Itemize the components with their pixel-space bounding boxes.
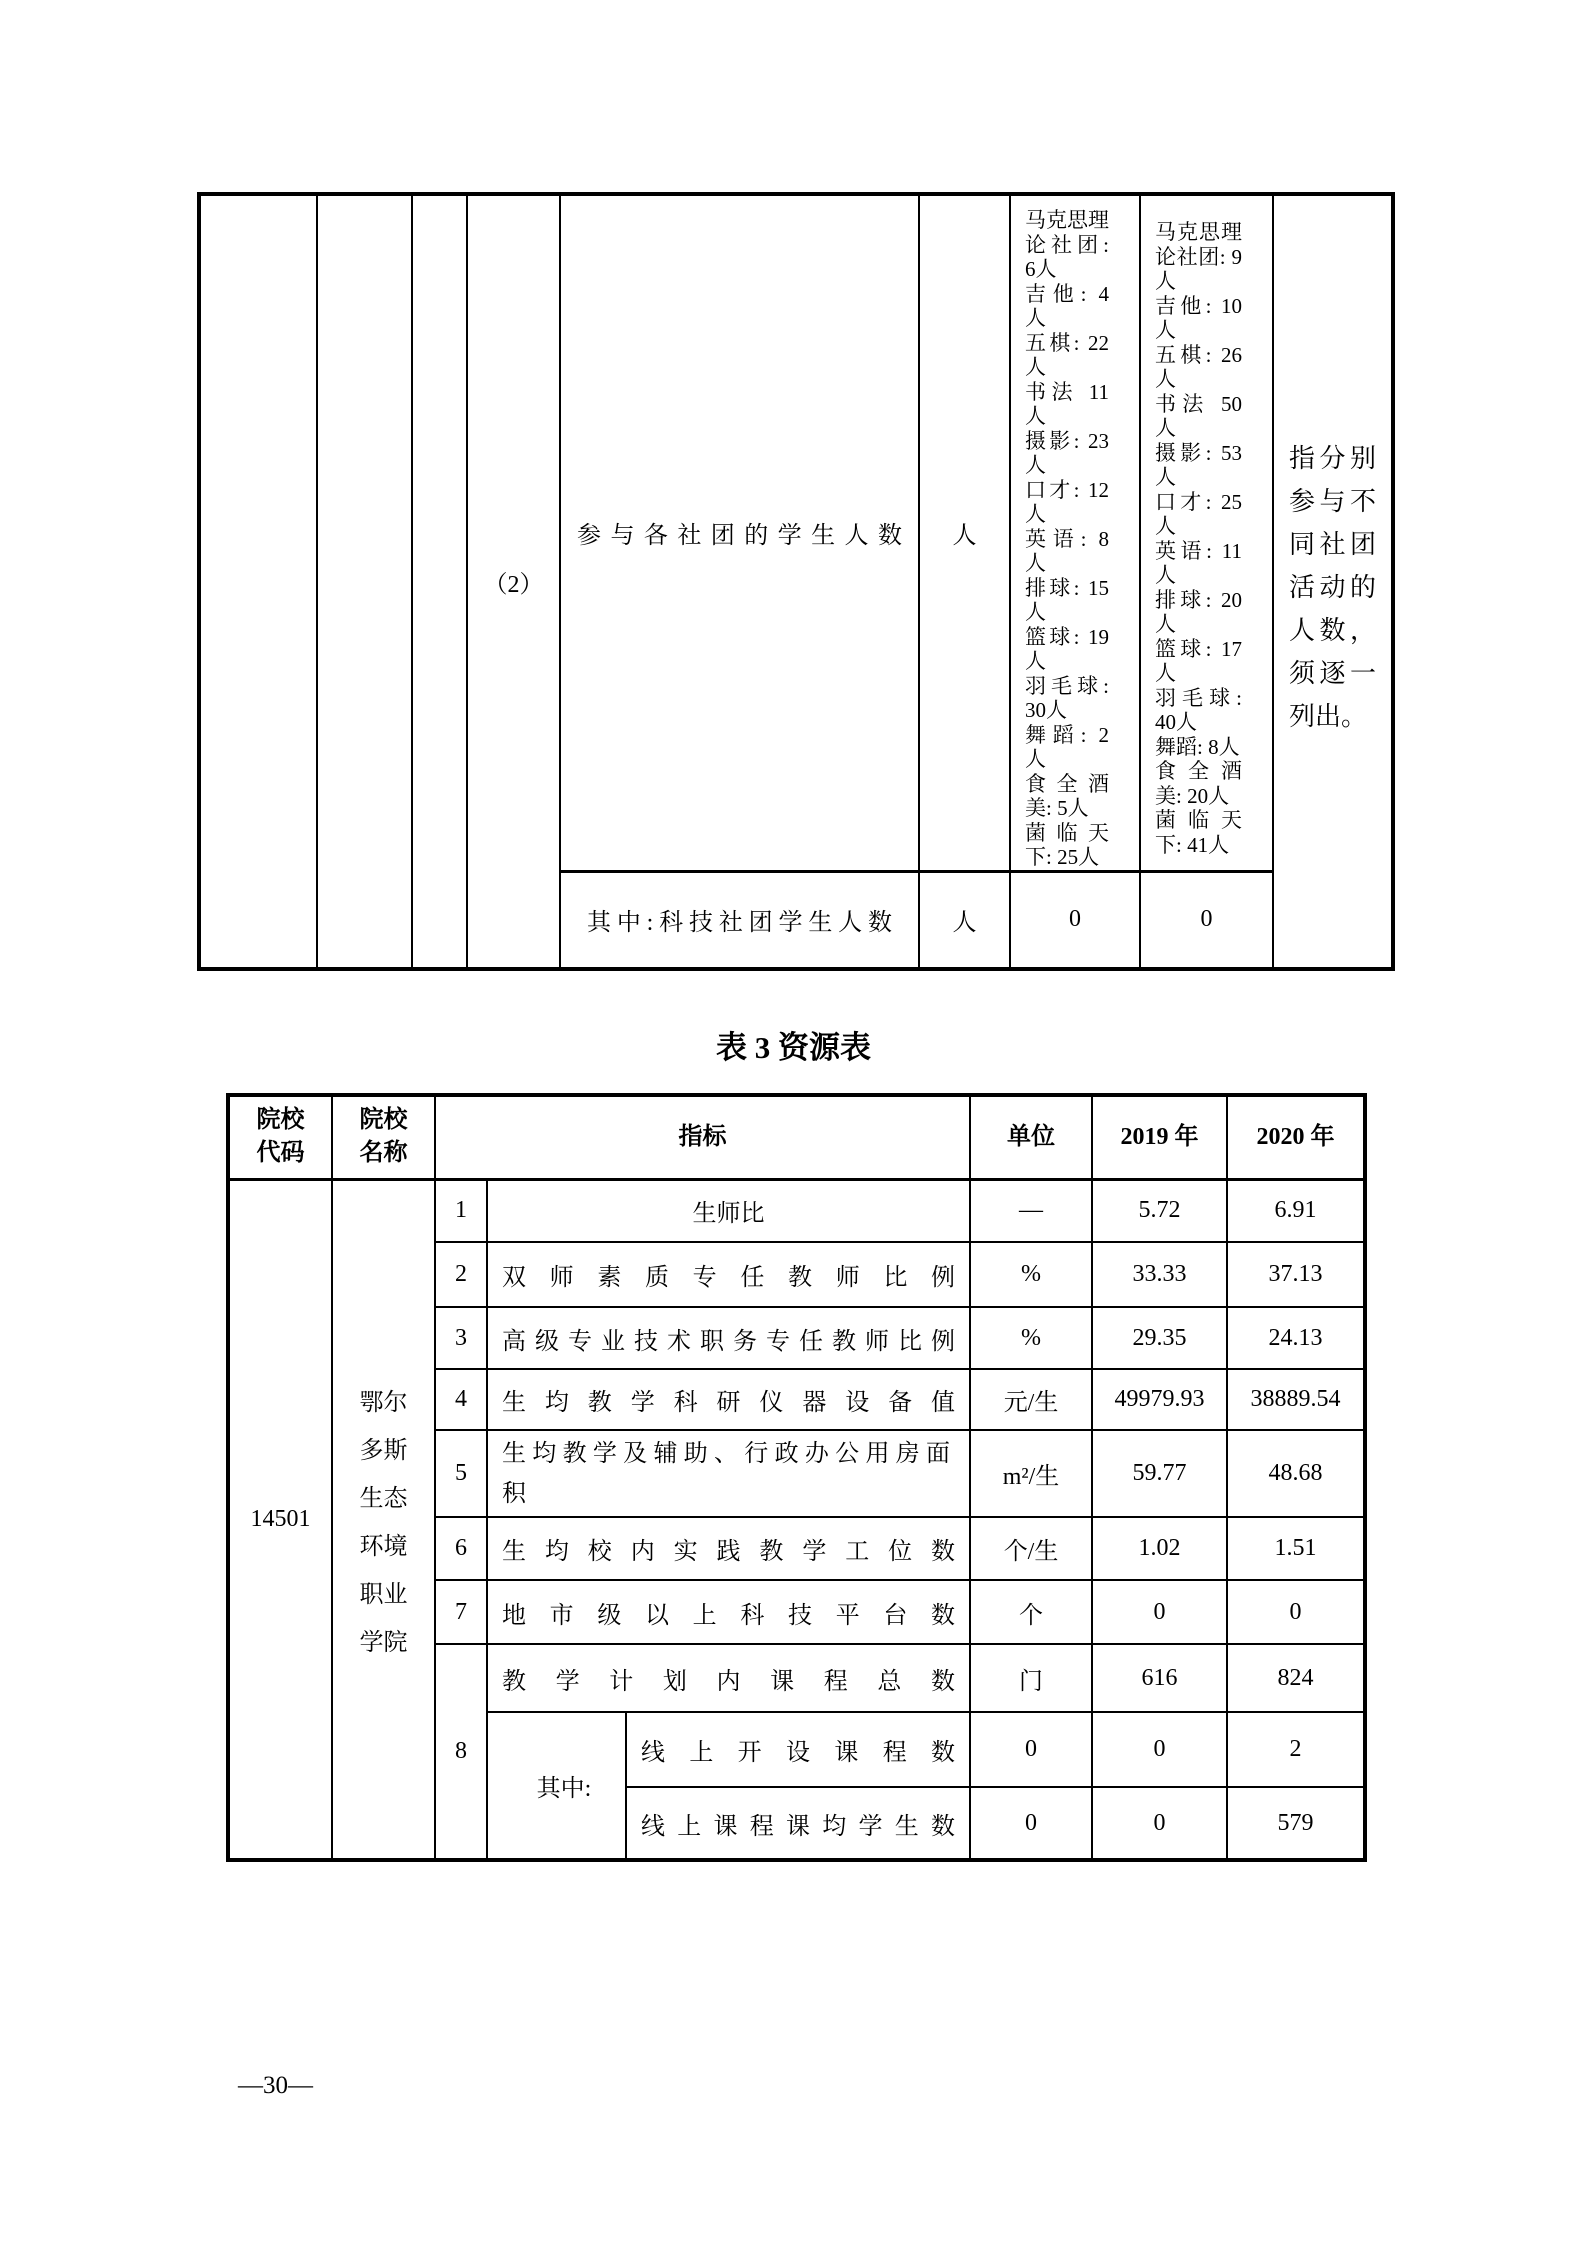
unit-value: 元/生 bbox=[970, 1369, 1092, 1430]
club-entry: 篮球: 19人 bbox=[1025, 624, 1109, 673]
club-entry: 马克思理论社团: 6人 bbox=[1025, 208, 1109, 281]
header-unit: 单位 bbox=[970, 1095, 1092, 1179]
club-participation-table bbox=[197, 192, 1395, 971]
value-2020: 6.91 bbox=[1227, 1179, 1365, 1242]
club-entry: 书法 50人 bbox=[1155, 391, 1242, 441]
value-2020: 824 bbox=[1227, 1644, 1365, 1712]
value-2020: 37.13 bbox=[1227, 1242, 1365, 1307]
school-name-cell: 鄂尔多斯生态环境职业学院 bbox=[332, 1179, 435, 1860]
unit-value: — bbox=[970, 1179, 1092, 1242]
club-entry: 摄影: 23人 bbox=[1025, 428, 1109, 477]
value-2019: 33.33 bbox=[1092, 1242, 1227, 1307]
resources-table bbox=[226, 1093, 1367, 1862]
value-2020: 48.68 bbox=[1227, 1430, 1365, 1517]
header-name: 院校名称 bbox=[332, 1095, 435, 1179]
club-entry: 吉他: 10人 bbox=[1155, 293, 1242, 343]
row-number: 6 bbox=[435, 1517, 487, 1580]
tech-club-2019-cell: 0 bbox=[1010, 871, 1140, 969]
tech-club-unit-cell: 人 bbox=[919, 871, 1010, 969]
indicator-label: 高级专业技术职务专任教师比例 bbox=[487, 1307, 970, 1369]
indicator-label: 线上开设课程数 bbox=[626, 1712, 970, 1787]
value-2019: 616 bbox=[1092, 1644, 1227, 1712]
row-number: 5 bbox=[435, 1430, 487, 1517]
club-entry: 吉他: 4人 bbox=[1025, 281, 1109, 330]
indicator-cell: 参与各社团的学生人数 bbox=[560, 194, 919, 871]
value-2019: 49979.93 bbox=[1092, 1369, 1227, 1430]
value-2019: 0 bbox=[1092, 1580, 1227, 1644]
group-number-cell: （2） bbox=[467, 194, 560, 969]
club-entry: 排球: 15人 bbox=[1025, 575, 1109, 624]
school-code-cell: 14501 bbox=[228, 1179, 332, 1860]
club-entry: 五棋: 26人 bbox=[1155, 342, 1242, 392]
among-which-label: 其中: bbox=[487, 1712, 626, 1860]
unit-value: 个/生 bbox=[970, 1517, 1092, 1580]
club-entry: 五棋: 22人 bbox=[1025, 330, 1109, 379]
empty-narrow-cell bbox=[412, 194, 467, 969]
club-entry: 马克思理论社团: 9人 bbox=[1155, 220, 1242, 294]
header-2020: 2020 年 bbox=[1227, 1095, 1365, 1179]
club-entry: 口才: 12人 bbox=[1025, 477, 1109, 526]
club-entry: 英语: 8人 bbox=[1025, 526, 1109, 575]
club-entry: 菌临天下: 41人 bbox=[1155, 808, 1242, 857]
value-2020: 1.51 bbox=[1227, 1517, 1365, 1580]
unit-cell: 人 bbox=[919, 194, 1010, 871]
club-entry: 排球: 20人 bbox=[1155, 587, 1242, 637]
club-entry: 舞蹈: 2人 bbox=[1025, 722, 1109, 771]
club-entry: 篮球: 17人 bbox=[1155, 636, 1242, 686]
indicator-label: 教学计划内课程总数 bbox=[487, 1644, 970, 1712]
page-number: —30— bbox=[238, 2072, 313, 2099]
value-2020: 579 bbox=[1227, 1787, 1365, 1860]
indicator-label: 生师比 bbox=[487, 1179, 970, 1242]
club-entry: 羽毛球: 40人 bbox=[1155, 685, 1242, 735]
row-number: 4 bbox=[435, 1369, 487, 1430]
tech-club-label-cell: 其中:科技社团学生人数 bbox=[560, 871, 919, 969]
club-entry: 书法 11人 bbox=[1025, 379, 1109, 428]
indicator-label: 生均教学科研仪器设备值 bbox=[487, 1369, 970, 1430]
value-2020: 38889.54 bbox=[1227, 1369, 1365, 1430]
club-entry: 食全酒美: 5人 bbox=[1025, 771, 1109, 820]
club-entry: 食全酒美: 20人 bbox=[1155, 759, 1242, 808]
table3-title: 表 3 资源表 bbox=[716, 1030, 871, 1065]
value-2019: 0 bbox=[1092, 1787, 1227, 1860]
value-2019: 0 bbox=[1092, 1712, 1227, 1787]
value-2019: 29.35 bbox=[1092, 1307, 1227, 1369]
unit-value: 0 bbox=[970, 1712, 1092, 1787]
value-2019: 59.77 bbox=[1092, 1430, 1227, 1517]
indicator-label: 地市级以上科技平台数 bbox=[487, 1580, 970, 1644]
club-entry: 口才: 25人 bbox=[1155, 489, 1242, 539]
tech-club-2020-cell: 0 bbox=[1140, 871, 1273, 969]
value-2020: 24.13 bbox=[1227, 1307, 1365, 1369]
indicator-label: 双师素质专任教师比例 bbox=[487, 1242, 970, 1307]
indicator-label: 生均教学及辅助、行政办公用房面积 bbox=[487, 1430, 970, 1517]
value-2020: 0 bbox=[1227, 1580, 1365, 1644]
empty-name-cell bbox=[317, 194, 412, 969]
club-entry: 羽毛球: 30人 bbox=[1025, 673, 1109, 722]
indicator-label: 生均校内实践教学工位数 bbox=[487, 1517, 970, 1580]
value-2019: 1.02 bbox=[1092, 1517, 1227, 1580]
club-list-2020-cell bbox=[1140, 194, 1273, 871]
unit-value: m²/生 bbox=[970, 1430, 1092, 1517]
indicator-label: 线上课程课均学生数 bbox=[626, 1787, 970, 1860]
value-2020: 2 bbox=[1227, 1712, 1365, 1787]
club-list-2019-cell bbox=[1010, 194, 1140, 871]
row-number: 7 bbox=[435, 1580, 487, 1644]
empty-code-cell bbox=[199, 194, 317, 969]
unit-value: 个 bbox=[970, 1580, 1092, 1644]
row-number: 2 bbox=[435, 1242, 487, 1307]
club-entry: 舞蹈: 8人 bbox=[1155, 734, 1240, 759]
header-2019: 2019 年 bbox=[1092, 1095, 1227, 1179]
unit-value: % bbox=[970, 1242, 1092, 1307]
row-number: 1 bbox=[435, 1179, 487, 1242]
club-entry: 菌临天下: 25人 bbox=[1025, 820, 1109, 869]
unit-value: 门 bbox=[970, 1644, 1092, 1712]
unit-value: 0 bbox=[970, 1787, 1092, 1860]
row-number: 8 bbox=[435, 1644, 487, 1860]
value-2019: 5.72 bbox=[1092, 1179, 1227, 1242]
note-cell: 指分别参与不同社团活动的人数，须逐一列出。 bbox=[1273, 194, 1393, 969]
unit-value: % bbox=[970, 1307, 1092, 1369]
header-code: 院校代码 bbox=[228, 1095, 332, 1179]
row-number: 3 bbox=[435, 1307, 487, 1369]
club-entry: 摄影: 53人 bbox=[1155, 440, 1242, 490]
club-entry: 英语: 11人 bbox=[1155, 538, 1242, 588]
header-indicator: 指标 bbox=[435, 1095, 970, 1179]
